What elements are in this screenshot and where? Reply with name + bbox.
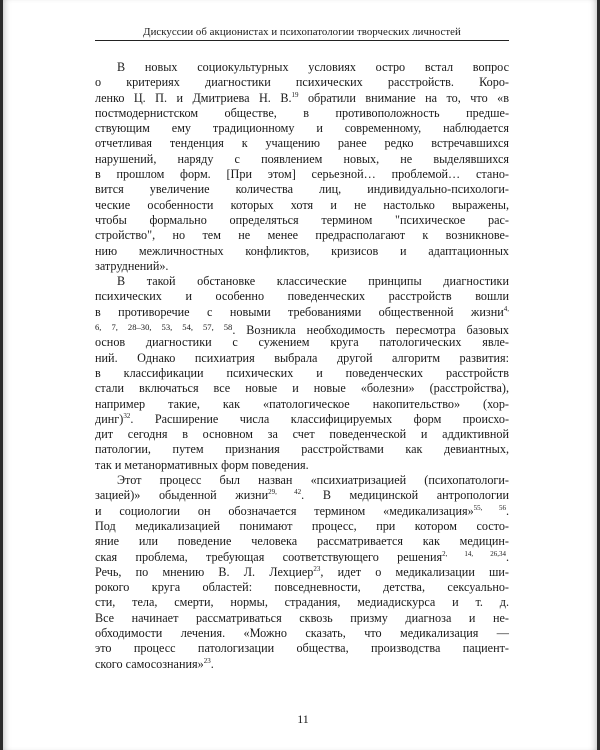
text-line: [95, 259, 509, 274]
line-text: ческие особенности которых хотя и не настолько выражены,: [95, 197, 509, 212]
footnote-ref: 55, 56: [473, 503, 506, 512]
text-line: [95, 335, 509, 350]
footnote-ref: 23: [313, 564, 321, 573]
text-line: [95, 641, 509, 656]
text-line: [95, 351, 509, 366]
line-text: психических и особенно поведенческих расстройств вошли: [95, 289, 509, 304]
text-line: [95, 244, 509, 259]
line-text: В такой обстановке классические принципы диагностики: [117, 274, 509, 289]
line-text: чтобы формально определяться термином "психическое рас-: [95, 212, 509, 227]
page-number: 11: [297, 712, 309, 726]
line-text: о критериях диагностики психических расстройств. Коро-: [95, 75, 509, 90]
text-line: [95, 488, 509, 503]
text-line: [95, 427, 509, 442]
text-line: [95, 504, 509, 519]
line-text: дит сегодня в основном за счет поведенческой и аддиктивной: [95, 427, 509, 442]
line-text: Под медикализацией понимают процесс, при котором состо-: [95, 518, 509, 533]
line-text: в прошлом форм. [При этом] серьезной… проблемой… стано-: [95, 167, 509, 182]
text-line: [95, 106, 509, 121]
line-text: ний. Однако психиатрия выбрала другой алгоритм развития:: [95, 350, 509, 365]
text-line: [95, 121, 509, 136]
line-text: динг): [95, 411, 124, 426]
text-line: [95, 626, 509, 641]
text-line: [95, 412, 509, 427]
text-line: [95, 442, 509, 457]
text-line: [95, 366, 509, 381]
line-text: вится увеличение количества лиц, индивидуально-психологи-: [95, 182, 509, 197]
line-text-tail: . В медицинской антропологии: [301, 488, 509, 503]
line-text: стройство", но тем не менее предрасполагают к возникнове-: [95, 228, 509, 243]
line-text-tail: .: [505, 549, 509, 564]
text-line: [95, 152, 509, 167]
text-line: [95, 228, 509, 243]
line-text: ская проблема, требующая соответствующего решения: [95, 549, 443, 564]
line-text: обходимости лечения. «Можно сказать, что медикализация —: [95, 625, 509, 640]
line-text: рокого круга областей: повседневности, детства, сексуально-: [95, 580, 509, 595]
running-header: Дискуссии об акционистах и психопатологии творческих личностей: [95, 26, 509, 41]
paragraph: [95, 60, 509, 274]
line-text: Этот процесс был назван «психиатризацией (психопатологи-: [117, 473, 509, 488]
line-text: Все начинает рассматриваться сквозь призму диагноза и не-: [95, 610, 509, 625]
line-text: яние или поведение человека рассматривается как медицин-: [95, 534, 509, 549]
text-line: [95, 305, 509, 320]
text-line: [95, 580, 509, 595]
footnote-ref: 4,: [503, 304, 509, 313]
line-text: и социологии он обозначается термином «медикализация»: [95, 503, 474, 518]
line-text: затруднений».: [95, 258, 169, 273]
line-text: сти, тела, смерти, нормы, страдания, медиадискурса и т. д.: [95, 595, 509, 610]
text-line: [95, 381, 509, 396]
text-line: [95, 550, 509, 565]
line-text-tail: , идет о медикализации ши-: [320, 564, 509, 579]
line-text: так и метанормативных форм поведения.: [95, 457, 309, 472]
line-text: основ диагностики с сужением круга патологических явле-: [95, 335, 509, 350]
text-line: [95, 75, 509, 90]
text-line: [95, 60, 509, 75]
paragraph: [95, 473, 509, 672]
line-text: например такие, как «патологическое накопительство» (хор-: [95, 396, 509, 411]
line-text: нию межличностных конфликтов, кризисов и адаптационных: [95, 243, 509, 258]
text-line: [95, 320, 509, 338]
footnote-ref: 32: [123, 411, 131, 420]
text-line: [95, 289, 509, 304]
body-text: [95, 60, 509, 672]
text-line: [95, 198, 509, 213]
line-text: постмодернистском обществе, в противоположность предше-: [95, 105, 509, 120]
line-text: в противоречие с новыми требованиями общественной жизни: [95, 304, 504, 319]
line-text: отчетливая тенденция к учащению ранее редко встречавшихся: [95, 136, 509, 151]
line-text: это процесс патологизации общества, производства пациент-: [95, 641, 509, 656]
text-line: [95, 657, 509, 672]
text-line: [95, 534, 509, 549]
text-line: [95, 595, 509, 610]
text-line: [95, 274, 509, 289]
line-text: зацией)» обыденной жизни: [95, 488, 269, 503]
line-text: ленко Ц. П. и Дмитриева Н. В.: [95, 90, 292, 105]
text-line: [95, 136, 509, 151]
text-line: [95, 473, 509, 488]
text-line: [95, 91, 509, 106]
line-text-tail: . Возникла необходимость пересмотра базовых: [232, 323, 509, 338]
footnote-refs: 6, 7, 28–30, 53, 54, 57, 58: [95, 322, 233, 333]
text-line: [95, 611, 509, 626]
footnote-ref: 2, 14, 26,34: [442, 549, 506, 558]
line-text-tail: .: [505, 503, 510, 518]
line-text: ского самосознания»: [95, 656, 204, 671]
text-line: [95, 519, 509, 534]
line-text: в классификации психических и поведенческих расстройств: [95, 365, 509, 380]
footnote-ref: 23: [203, 656, 211, 665]
text-line: [95, 213, 509, 228]
footnote-ref: 29, 42: [268, 488, 302, 497]
line-text: нарушений, наряду с появлением новых, не выделявшихся: [95, 151, 509, 166]
line-text-tail: .: [210, 656, 214, 671]
line-text-tail: . Расширение числа классифицируемых форм происхо-: [130, 411, 509, 426]
text-line: [95, 167, 509, 182]
line-text: В новых социокультурных условиях остро встал вопрос: [117, 60, 509, 74]
line-text: патологии, путем признания расстройствами как девиантных,: [95, 442, 509, 457]
line-text: Речь, по мнению В. Л. Лехциер: [95, 564, 314, 579]
footnote-ref: 19: [291, 90, 299, 99]
line-text: ствующим ему традиционному и современному, наблюдается: [95, 121, 509, 136]
text-line: [95, 182, 509, 197]
text-line: [95, 458, 509, 473]
text-line: [95, 397, 509, 412]
paragraph: [95, 274, 509, 473]
text-line: [95, 565, 509, 580]
line-text-tail: обратили внимание на то, что «в: [298, 90, 509, 105]
line-text: стали включаться все новые и новые «болезни» (расстройства),: [95, 381, 509, 396]
